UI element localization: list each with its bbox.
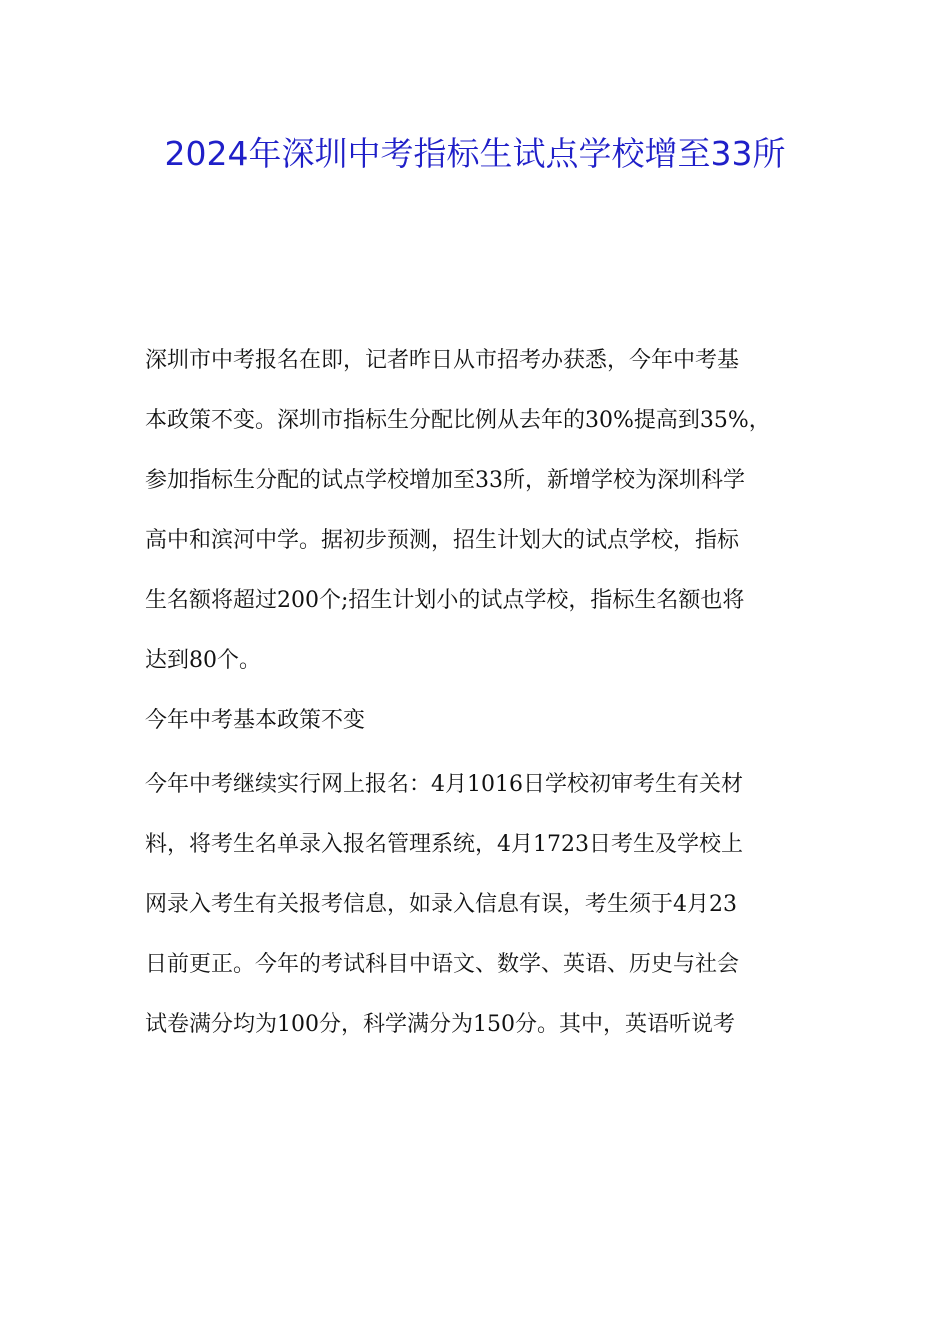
paragraph-1-line-1: 深圳市中考报名在即，记者昨日从市招考办获悉，今年中考基 bbox=[145, 348, 740, 373]
paragraph-1 bbox=[145, 337, 809, 697]
section-heading: 今年中考基本政策不变 bbox=[145, 708, 366, 733]
paragraph-2-line-4: 日前更正。今年的考试科目中语文、数学、英语、历史与社会 bbox=[145, 952, 740, 977]
paragraph-2-line-1: 今年中考继续实行网上报名：4月1016日学校初审考生有关材 bbox=[145, 772, 743, 797]
paragraph-2-line-5: 试卷满分均为100分，科学满分为150分。其中，英语听说考 bbox=[145, 1012, 735, 1037]
document-body bbox=[145, 337, 809, 1061]
document-title: 2024年深圳中考指标生试点学校增至33所 bbox=[164, 134, 786, 173]
paragraph-2-line-3: 网录入考生有关报考信息，如录入信息有误，考生须于4月23 bbox=[145, 892, 737, 917]
paragraph-1-line-5: 生名额将超过200个;招生计划小的试点学校，指标生名额也将 bbox=[145, 588, 745, 613]
paragraph-2-line-2: 料，将考生名单录入报名管理系统，4月1723日考生及学校上 bbox=[145, 832, 743, 857]
paragraph-2 bbox=[145, 761, 809, 1061]
paragraph-1-line-6: 达到80个。 bbox=[145, 648, 261, 673]
paragraph-1-line-2: 本政策不变。深圳市指标生分配比例从去年的30%提高到35%， bbox=[145, 408, 771, 433]
paragraph-1-line-3: 参加指标生分配的试点学校增加至33所，新增学校为深圳科学 bbox=[145, 468, 745, 493]
paragraph-1-line-4: 高中和滨河中学。据初步预测，招生计划大的试点学校，指标 bbox=[145, 528, 740, 553]
